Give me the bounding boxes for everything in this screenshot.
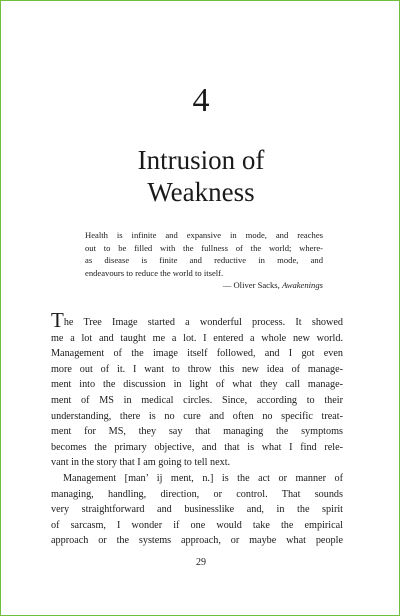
body-line: understanding, there is no cure and often no specific treat- [51, 410, 343, 422]
epigraph [85, 229, 323, 279]
attribution-author: — Oliver Sacks, [222, 280, 282, 290]
body-text [51, 308, 343, 549]
body-line: ment into the discussion in light of what they call manage- [51, 379, 343, 391]
body-line-first [51, 308, 343, 332]
body-line-paragraph-start: Management [man’ ij ment, n.] is the act or manner of [63, 472, 343, 484]
epigraph-line: as disease is finite and reductive in mode, and [85, 255, 323, 265]
chapter-title [1, 144, 400, 208]
chapter-title-line-2: Weakness [147, 177, 255, 207]
body-line: approach or the systems approach, or maybe what people [51, 535, 343, 547]
epigraph-line: Health is infinite and expansive in mode, and reaches [85, 230, 323, 240]
body-line: very straightforward and businesslike and, in the spirit [51, 504, 343, 516]
epigraph-attribution [85, 279, 323, 291]
drop-cap: T [51, 308, 64, 332]
body-line: ment of MS in medical circles. Since, according to their [51, 394, 343, 406]
body-line: Management of the image itself followed, and I got even [51, 348, 343, 360]
body-line: vant in the story that I am going to tell next. [51, 457, 231, 469]
epigraph-line: out to be filled with the fullness of the world; where- [85, 242, 323, 253]
body-line: more out of it. I want to throw this new idea of manage- [51, 363, 343, 375]
attribution-work-title: Awakenings [281, 280, 323, 290]
chapter-title-line-1: Intrusion of [137, 145, 265, 175]
body-line: me a lot and taught me a lot. I entered a whole new world. [51, 332, 343, 344]
body-line: of sarcasm, I wonder if one would take the empirical [51, 519, 343, 531]
chapter-number: 4 [192, 82, 210, 119]
body-line: becomes the primary objective, and that is what I find rele- [51, 441, 343, 453]
body-line-text: he Tree Image started a wonderful process. It showed [63, 317, 343, 328]
epigraph-line: endeavours to reduce the world to itself. [85, 267, 224, 278]
body-line: managing, handling, direction, or control. That sounds [51, 488, 343, 500]
page-number: 29 [196, 557, 206, 568]
body-line: ment for MS, they say that managing the symptoms [51, 426, 343, 438]
